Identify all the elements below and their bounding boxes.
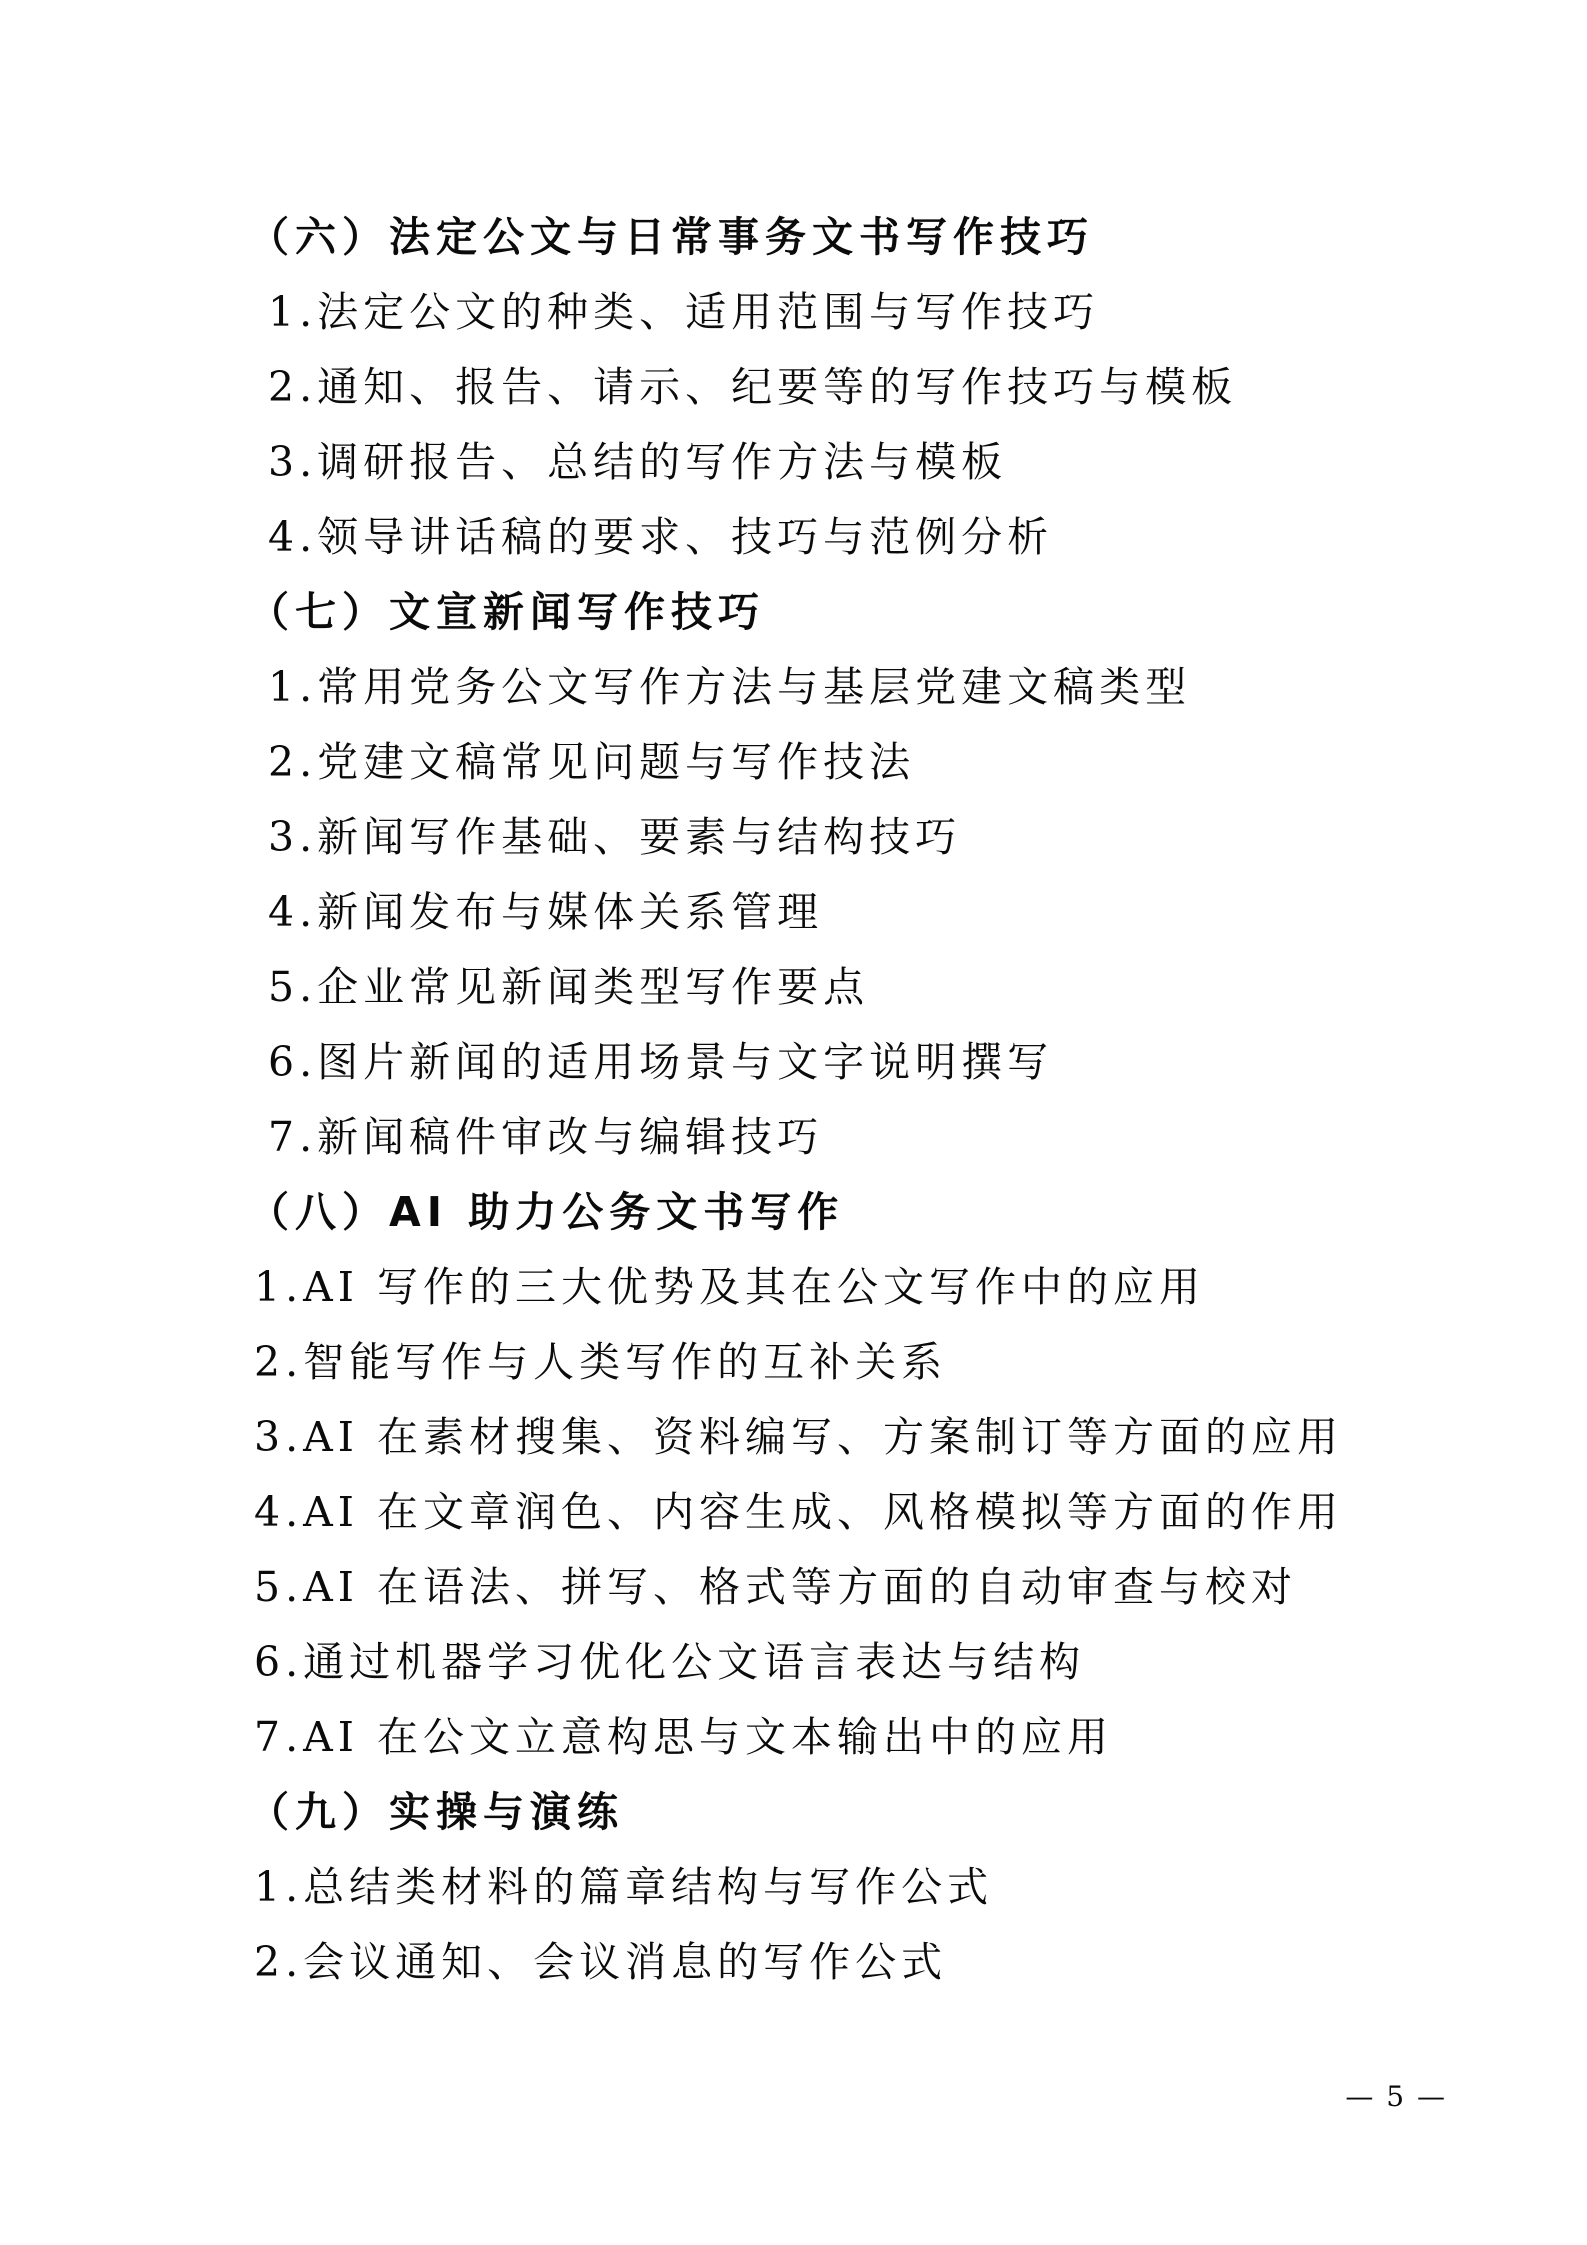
section-heading-9: （九）实操与演练 [248,1788,624,1836]
list-item: 1.总结类材料的篇章结构与写作公式 [254,1863,994,1911]
list-item: 2.会议通知、会议消息的写作公式 [254,1938,948,1986]
list-item: 6.图片新闻的适用场景与文字说明撰写 [268,1038,1054,1086]
section-heading-6: （六）法定公文与日常事务文书写作技巧 [248,213,1094,261]
list-item: 4.新闻发布与媒体关系管理 [268,888,824,936]
page-number: — 5 — [1345,2080,1447,2113]
list-item: 4.AI 在文章润色、内容生成、风格模拟等方面的作用 [254,1488,1343,1536]
list-item: 7.AI 在公文立意构思与文本输出中的应用 [254,1713,1113,1761]
list-item: 1.常用党务公文写作方法与基层党建文稿类型 [268,663,1192,711]
list-item: 3.AI 在素材搜集、资料编写、方案制订等方面的应用 [254,1413,1343,1461]
list-item: 2.党建文稿常见问题与写作技法 [268,738,916,786]
list-item: 7.新闻稿件审改与编辑技巧 [268,1113,824,1161]
section-heading-7: （七）文宣新闻写作技巧 [248,588,765,636]
list-item: 1.AI 写作的三大优势及其在公文写作中的应用 [254,1263,1205,1311]
list-item: 2.智能写作与人类写作的互补关系 [254,1338,948,1386]
section-heading-8: （八）AI 助力公务文书写作 [248,1188,845,1236]
list-item: 2.通知、报告、请示、纪要等的写作技巧与模板 [268,363,1238,411]
document-body [248,200,1368,2000]
list-item: 6.通过机器学习优化公文语言表达与结构 [254,1638,1086,1686]
list-item: 3.调研报告、总结的写作方法与模板 [268,438,1008,486]
list-item: 3.新闻写作基础、要素与结构技巧 [268,813,962,861]
list-item: 5.AI 在语法、拼写、格式等方面的自动审查与校对 [254,1563,1297,1611]
list-item: 4.领导讲话稿的要求、技巧与范例分析 [268,513,1054,561]
list-item: 1.法定公文的种类、适用范围与写作技巧 [268,288,1100,336]
list-item: 5.企业常见新闻类型写作要点 [268,963,870,1011]
